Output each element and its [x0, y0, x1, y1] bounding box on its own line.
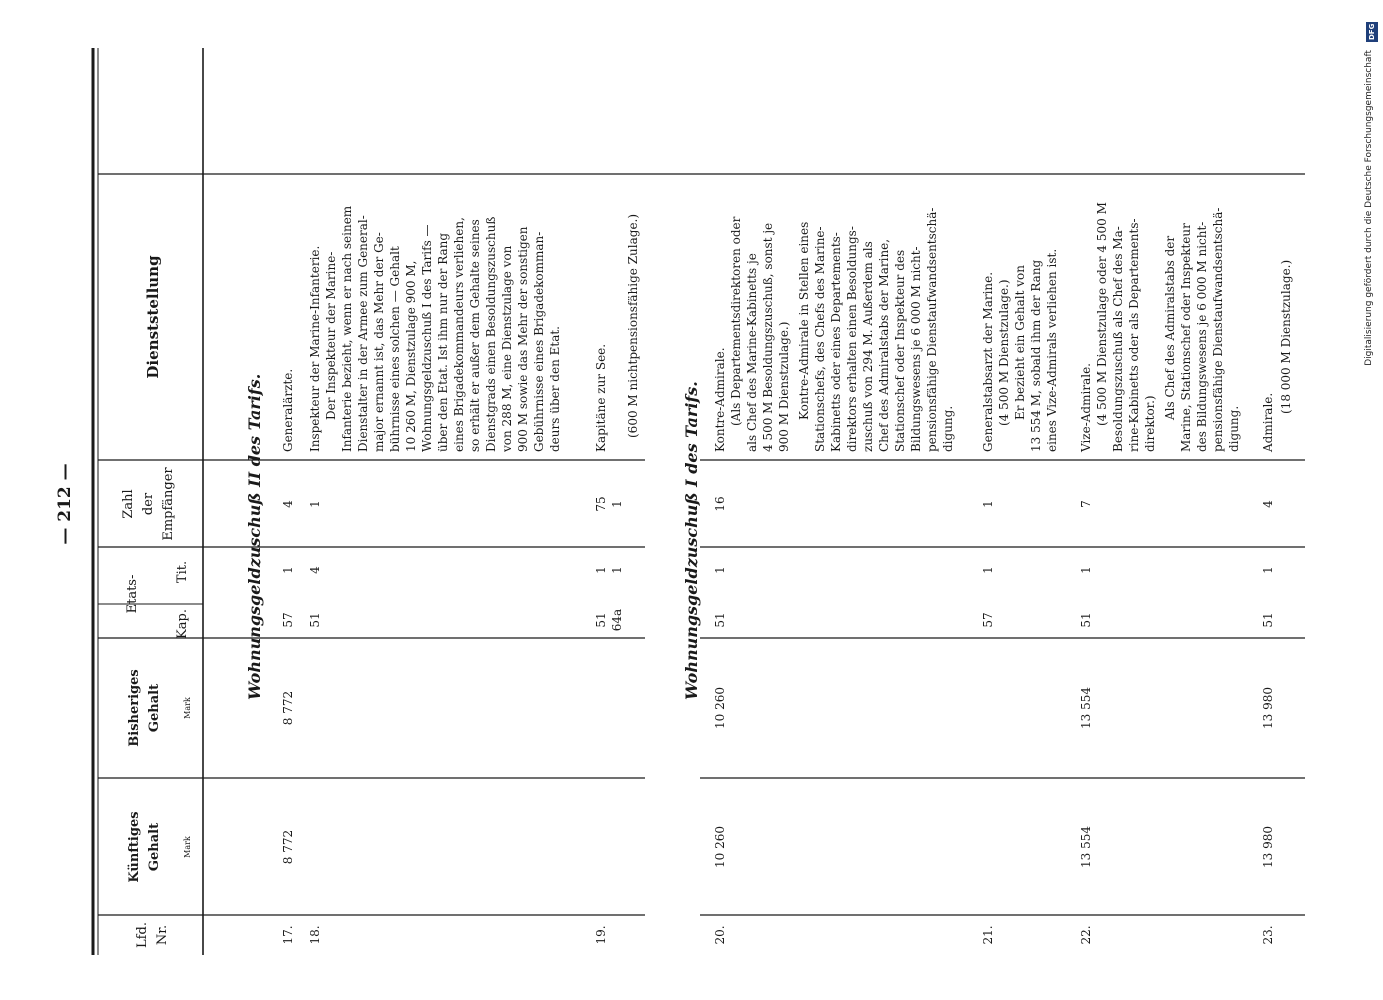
row-text-5: Als Chef des Admiralstabs der [1163, 235, 1177, 420]
row-nr: 21. [981, 925, 995, 945]
row-tit: 1 [594, 566, 608, 574]
row-text-2: als Chef des Marine-Kabinetts je [745, 253, 759, 452]
row-text-9: eines Brigadekommandeurs verliehen, [452, 217, 466, 452]
row-zahl: 1 [981, 500, 995, 508]
dfg-logo: DFG [1368, 23, 1376, 41]
row-nr: 18. [308, 925, 322, 945]
row-tit: 1 [281, 566, 295, 574]
section-ii-rows [281, 205, 640, 944]
row-nr: 19. [594, 925, 608, 945]
table-row [981, 249, 1059, 945]
header-bisherig-unit: Mark [183, 697, 192, 719]
row-kap: 51 [1261, 612, 1275, 628]
row-text-2: Er bezieht ein Gehalt von [1013, 265, 1027, 420]
row-text-1: (18 000 M Dienstzulage.) [1279, 259, 1293, 414]
row-kap: 51 [308, 612, 322, 628]
header-tit: Tit. [175, 560, 190, 584]
row-text-3: Dienstalter in der Armee zum General- [356, 215, 370, 452]
row-text-14: Gebührnisse eines Brigadekomman- [532, 231, 546, 452]
row-text-15: deurs über den Etat. [548, 326, 562, 452]
page-number: — 212 — [55, 463, 75, 545]
header-bisherig-2: Gehalt [147, 683, 162, 733]
table-row [308, 205, 562, 944]
row-text-7: des Bildungswesens je 6 000 M nicht- [1195, 221, 1209, 452]
row-text-4: major ernannt ist, das Mehr der Ge- [372, 232, 386, 452]
row-text-0: Inspekteur der Marine-Infanterie. [308, 245, 322, 452]
header-kuenftig-2: Gehalt [147, 822, 162, 872]
row-kap: 51 [1079, 612, 1093, 628]
row-text-0: Vize-Admirale. [1079, 363, 1093, 452]
row-text-3: 4 500 M Besoldungszuschuß, sonst je [761, 222, 775, 452]
row-text-10: Chef des Admiralstabs der Marine, [877, 238, 891, 452]
row-kuenftig: 13 554 [1079, 826, 1093, 868]
digitization-sidebar [1362, 10, 1380, 990]
row-text-8: über den Etat. Ist ihm nur der Rang [436, 232, 450, 452]
row-text-12: Bildungswesens je 6 000 M nicht- [909, 246, 923, 452]
row-kap: 57 [281, 612, 295, 628]
header-zahl-3: Empfänger [161, 467, 176, 541]
row-text-3: rine-Kabinetts oder als Departements- [1127, 218, 1141, 452]
row-bisherig: 10 260 [713, 687, 727, 729]
row-text-4: eines Vize-Admirals verliehen ist. [1045, 248, 1059, 452]
row-nr: 20. [713, 925, 727, 945]
row-text-13: 900 M sowie das Mehr der sonstigen [516, 226, 530, 452]
row-kap: 51 [713, 612, 727, 628]
section-title-wgz-ii: Wohnungsgeldzuschuß II des Tarifs. [245, 373, 264, 700]
header-etats: Etats- [125, 574, 140, 614]
row-kuenftig: 10 260 [713, 826, 727, 868]
table-row [1079, 202, 1241, 944]
row-text-0: Kapitäne zur See. [594, 343, 608, 452]
row-nr: 17. [281, 925, 295, 945]
row-text-1: (4 500 M Dienstzulage oder 4 500 M [1095, 202, 1109, 426]
row-tit: 1 [713, 566, 727, 574]
table-row [1261, 260, 1293, 945]
row-zahl: 1 [308, 500, 322, 508]
table-row [281, 369, 295, 945]
row-text-2: Infanterie bezieht, wenn er nach seinem [340, 205, 354, 452]
row-text-1: (Als Departementsdirektoren oder [729, 216, 743, 426]
row-text-1: Der Inspekteur der Marine- [324, 251, 338, 420]
row-text-4: 900 M Dienstzulage.) [777, 321, 791, 452]
row-text-5: bührnisse eines solchen — Gehalt [388, 246, 402, 452]
row-zahl-2: 1 [610, 500, 624, 508]
header-zahl-1: Zahl [121, 489, 136, 519]
row-zahl: 4 [281, 500, 295, 508]
row-kap: 51 [594, 612, 608, 628]
header-nr-2: Nr. [155, 924, 170, 946]
row-tit: 1 [1079, 566, 1093, 574]
row-text-7: Wohnungsgeldzuschuß I des Tarifs — [420, 224, 434, 452]
digitization-note: Digitalisierung gefördert durch die Deutsche Forschungsgemeinschaft [1364, 50, 1374, 366]
section-i-rows [713, 202, 1293, 944]
row-nr: 23. [1261, 925, 1275, 945]
header-kap: Kap. [175, 609, 190, 639]
row-kap: 57 [981, 612, 995, 628]
header-nr-1: Lfd. [135, 922, 150, 948]
row-kap-2: 64a [610, 608, 624, 632]
row-text-7: Kabinetts oder eines Departements- [829, 232, 843, 452]
row-bisherig: 13 554 [1079, 687, 1093, 729]
header-kuenftig-unit: Mark [183, 836, 192, 858]
header-dienst: Dienststellung [144, 255, 162, 379]
row-text-12: von 288 M, eine Dienstzulage von [500, 245, 514, 452]
row-zahl: 4 [1261, 500, 1275, 508]
row-text-2: Besoldungszuschuß als Chef des Ma- [1111, 226, 1125, 452]
row-text-0: Generalärzte. [281, 368, 295, 452]
row-text-6: Marine, Stationschef oder Inspekteur [1179, 223, 1193, 452]
row-text-10: so erhält er außer dem Gehalte seines [468, 219, 482, 452]
row-text-11: Dienstgrads einen Besoldungszuschuß [484, 216, 498, 452]
row-text-3: 13 554 M, sobald ihm der Rang [1029, 259, 1043, 452]
row-tit: 4 [308, 566, 322, 574]
row-text-0: Kontre-Admirale. [713, 347, 727, 452]
row-text-4: direktor.) [1143, 395, 1157, 452]
row-zahl: 7 [1079, 500, 1093, 508]
row-text-14: digung. [941, 405, 955, 452]
row-kuenftig: 8 772 [281, 829, 295, 865]
column-headers [121, 0, 192, 948]
row-text-0: Admirale. [1261, 392, 1275, 452]
row-kuenftig: 13 980 [1261, 826, 1275, 868]
row-text-8: pensionsfähige Dienstaufwandsentschä- [1211, 207, 1225, 452]
row-text-9: digung. [1227, 405, 1241, 452]
row-text-6: Stationschefs, des Chefs des Marine- [813, 226, 827, 452]
row-text-11: Stationschef oder Inspekteur des [893, 249, 907, 452]
row-zahl: 16 [713, 496, 727, 512]
row-tit: 1 [1261, 566, 1275, 574]
row-bisherig: 13 980 [1261, 687, 1275, 729]
row-tit: 1 [981, 566, 995, 574]
row-text-1: (600 M nichtpensionsfähige Zulage.) [626, 213, 640, 438]
row-text-8: direktors erhalten einen Besoldungs- [845, 226, 859, 452]
header-bisherig-1: Bisheriges [127, 669, 142, 747]
table-row [713, 208, 955, 945]
table-row [594, 214, 640, 945]
row-zahl: 75 [594, 496, 608, 512]
row-text-6: 10 260 M, Dienstzulage 900 M, [404, 260, 418, 452]
row-nr: 22. [1079, 925, 1093, 945]
header-zahl-2: der [141, 492, 156, 516]
header-kuenftig-1: Künftiges [127, 811, 142, 883]
section-title-wgz-i: Wohnungsgeldzuschuß I des Tarifs. [682, 381, 701, 700]
row-text-5: Kontre-Admirale in Stellen eines [797, 221, 811, 420]
row-tit-2: 1 [610, 566, 624, 574]
row-text-0: Generalstabsarzt der Marine. [981, 271, 995, 452]
row-text-1: (4 500 M Dienstzulage.) [997, 279, 1011, 426]
row-bisherig: 8 772 [281, 690, 295, 726]
row-text-9: zuschuß von 294 M. Außerdem als [861, 241, 875, 452]
row-text-13: pensionsfähige Dienstaufwandsentschä- [925, 207, 939, 452]
